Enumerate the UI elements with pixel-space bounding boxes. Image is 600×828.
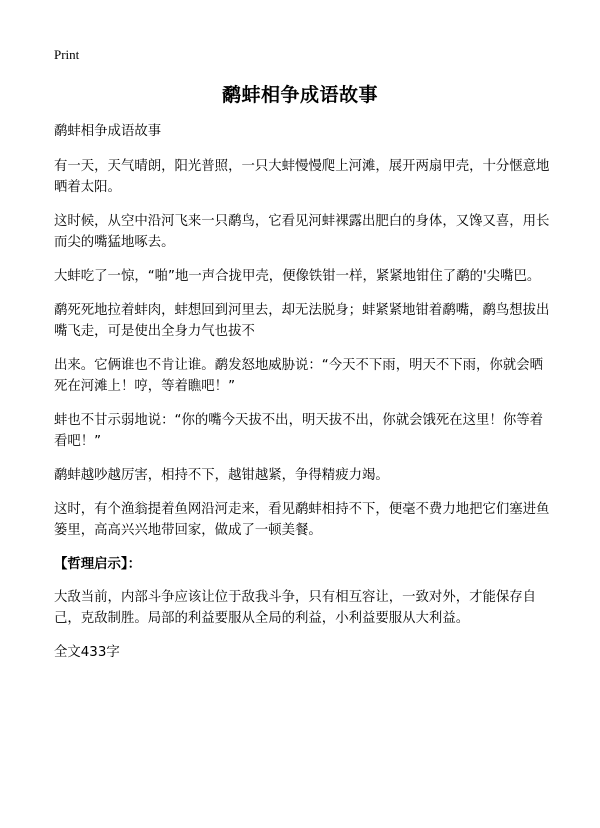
article-subtitle: 鹬蚌相争成语故事 xyxy=(54,124,162,139)
story-paragraph: 有一天，天气晴朗，阳光普照，一只大蚌慢慢爬上河滩，展开两扇甲壳，十分惬意地晒着太阳。 xyxy=(54,159,550,195)
story-paragraph: 大蚌吃了一惊，“啪”地一声合拢甲壳，便像铁钳一样，紧紧地钳住了鹬的'尖嘴巴。 xyxy=(54,269,541,284)
story-paragraph: 这时候，从空中沿河飞来一只鹬鸟，它看见河蚌裸露出肥白的身体，又馋又喜，用长而尖的嘴猛地啄去。 xyxy=(54,214,550,250)
print-link[interactable]: Print xyxy=(54,47,80,62)
page-title: 鹬蚌相争成语故事 xyxy=(221,84,378,106)
story-paragraph: 蚌也不甘示弱地说：“你的嘴今天拔不出，明天拔不出，你就会饿死在这里！你等着看吧！” xyxy=(54,413,543,449)
article-body xyxy=(54,121,554,676)
moral-heading: 【哲理启示】： xyxy=(54,557,142,572)
story-paragraph: 这时，有个渔翁提着鱼网沿河走来，看见鹬蚌相持不下，便毫不费力地把它们塞进鱼篓里，高高兴兴地带回家，做成了一顿美餐。 xyxy=(54,502,550,538)
story-paragraph: 鹬蚌越吵越厉害，相持不下，越钳越紧，争得精疲力竭。 xyxy=(54,468,389,483)
story-paragraph: 出来。它俩谁也不肯让谁。鹬发怒地威胁说：“今天不下雨，明天不下雨，你就会晒死在河滩上！哼，等着瞧吧！” xyxy=(54,358,543,394)
word-count: 全文433字 xyxy=(54,645,120,660)
moral-paragraph: 大敌当前，内部斗争应该让位于敌我斗争，只有相互容让，一致对外，才能保存自己，克敌制胜。局部的利益要服从全局的利益，小利益要服从大利益。 xyxy=(54,590,537,626)
story-paragraph: 鹬死死地拉着蚌肉，蚌想回到河里去，却无法脱身；蚌紧紧地钳着鹬嘴，鹬鸟想拔出嘴飞走，可是使出全身力气也拔不 xyxy=(54,303,550,339)
